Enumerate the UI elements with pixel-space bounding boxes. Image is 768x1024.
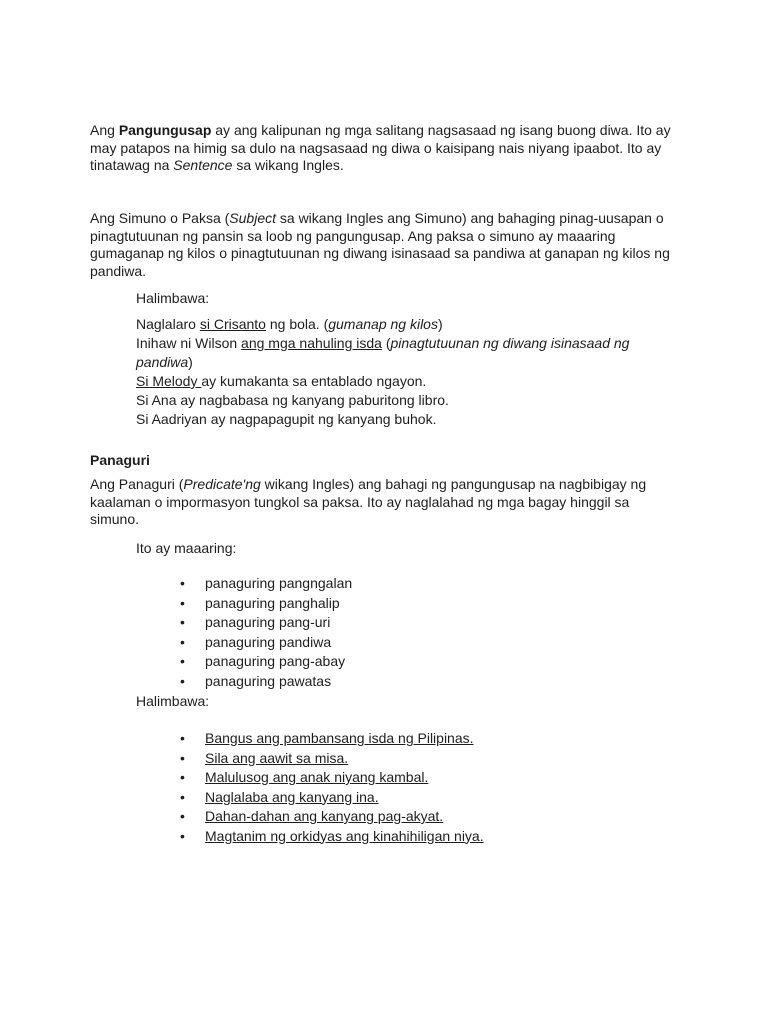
list-item-text: panaguring pawatas — [205, 672, 332, 689]
list-item — [180, 749, 484, 769]
bullet-icon: • — [180, 730, 185, 746]
list-item — [180, 613, 352, 633]
kinds-list — [180, 574, 352, 691]
bullet-icon: • — [180, 614, 185, 630]
list-item — [180, 652, 352, 672]
underlined-subject: si Crisanto — [199, 316, 266, 332]
list-item-text: Sila ang aawit sa misa. — [205, 749, 349, 766]
underlined-subject: Si Melody — [136, 373, 202, 389]
list-item — [180, 574, 352, 594]
text: Inihaw ni Wilson — [136, 335, 242, 351]
bullet-icon: • — [180, 808, 185, 824]
list-item-text: panaguring pandiwa — [205, 633, 332, 650]
example-3 — [136, 372, 681, 391]
paragraph-panaguri — [90, 476, 680, 529]
text: ng bola. ( — [265, 316, 329, 332]
bullet-icon: • — [180, 827, 185, 844]
text: Ang — [90, 122, 119, 138]
term-italic: Predicate'ng — [183, 476, 261, 492]
list-item-text: Naglalaba ang kanyang ina. — [205, 788, 379, 805]
list-item — [180, 768, 484, 788]
note-italic: gumanap ng kilos — [328, 316, 438, 332]
list-item-text: Malulusog ang anak niyang kambal. — [205, 769, 429, 785]
list-item — [180, 807, 484, 827]
example-5: Si Aadriyan ay nagpapagupit ng kanyang buhok. — [136, 411, 437, 427]
example-1 — [136, 315, 681, 334]
halimbawa-label-2: Halimbawa: — [136, 693, 210, 709]
text: Naglalaro — [136, 316, 200, 332]
term-bold: Pangungusap — [118, 122, 212, 138]
example-4: Si Ana ay nagbabasa ng kanyang paburitong libro. — [136, 392, 449, 408]
bullet-icon: • — [180, 594, 185, 611]
text: ) — [437, 316, 443, 332]
bullet-icon: • — [180, 672, 185, 689]
list-item — [180, 672, 352, 692]
example-sentences-list — [180, 729, 484, 846]
section-heading: Panaguri — [90, 452, 150, 468]
term-italic: Subject — [229, 210, 276, 226]
list-item-text: Dahan-dahan ang kanyang pag-akyat. — [205, 808, 444, 824]
list-item — [180, 827, 484, 847]
bullet-icon: • — [180, 769, 185, 785]
ito-label: Ito ay maaaring: — [136, 540, 237, 556]
list-item-text: Bangus ang pambansang isda ng Pilipinas. — [205, 730, 474, 746]
note-italic: pinagtutuunan ng diwang isinasaad ng pandiwa — [136, 335, 630, 370]
list-item-text: panaguring panghalip — [205, 594, 340, 611]
paragraph-pangungusap — [90, 122, 680, 175]
examples-simuno — [136, 315, 681, 429]
list-item-text: panaguring pang-uri — [205, 614, 331, 630]
text: sa wikang Ingles. — [232, 157, 344, 174]
text: Ang Panaguri ( — [90, 476, 184, 492]
list-item — [180, 594, 352, 614]
bullet-icon: • — [180, 749, 185, 766]
text: ( — [381, 335, 391, 351]
bullet-icon: • — [180, 575, 185, 591]
text: Ang Simuno o Paksa ( — [90, 210, 230, 226]
example-2 — [136, 334, 681, 372]
text: wikang Ingles) ang bahagi ng pangungusap na nagbibigay ng kaalaman o impormasyon tungkol sa paksa. Ito ay naglalahad ng mga bagay hinggil sa simuno. — [90, 476, 647, 528]
term-italic: Sentence — [173, 157, 233, 174]
halimbawa-label: Halimbawa: — [136, 290, 210, 306]
bullet-icon: • — [180, 633, 185, 650]
list-item-text: panaguring pangngalan — [205, 575, 353, 591]
text: ay kumakanta sa entablado ngayon. — [201, 373, 427, 389]
text: ay ang kalipunan ng mga salitang nagsasaad ng isang buong diwa. Ito ay may patapos na himig sa dulo na nagsasaad ng diwa o kaisipang nais niyang ipaabot. Ito ay tinatawag na — [90, 122, 671, 174]
paragraph-simuno — [90, 210, 680, 280]
text: sa wikang Ingles ang Simuno) ang bahaging pinag-uusapan o pinagtutuunan ng pansin sa loob ng pangungusap. Ang paksa o simuno ay maaaring gumaganap ng kilos o pinagtutuunan ng diwang isinasaad sa pandiwa at ganapan ng kilos ng pandiwa. — [90, 210, 670, 279]
bullet-icon: • — [180, 653, 185, 669]
list-item — [180, 729, 484, 749]
list-item-text: Magtanim ng orkidyas ang kinahihiligan niya. — [205, 827, 484, 844]
underlined-subject: ang mga nahuling isda — [241, 335, 382, 351]
list-item — [180, 788, 484, 808]
text: ) — [188, 354, 193, 370]
bullet-icon: • — [180, 788, 185, 805]
list-item — [180, 633, 352, 653]
list-item-text: panaguring pang-abay — [205, 653, 346, 669]
